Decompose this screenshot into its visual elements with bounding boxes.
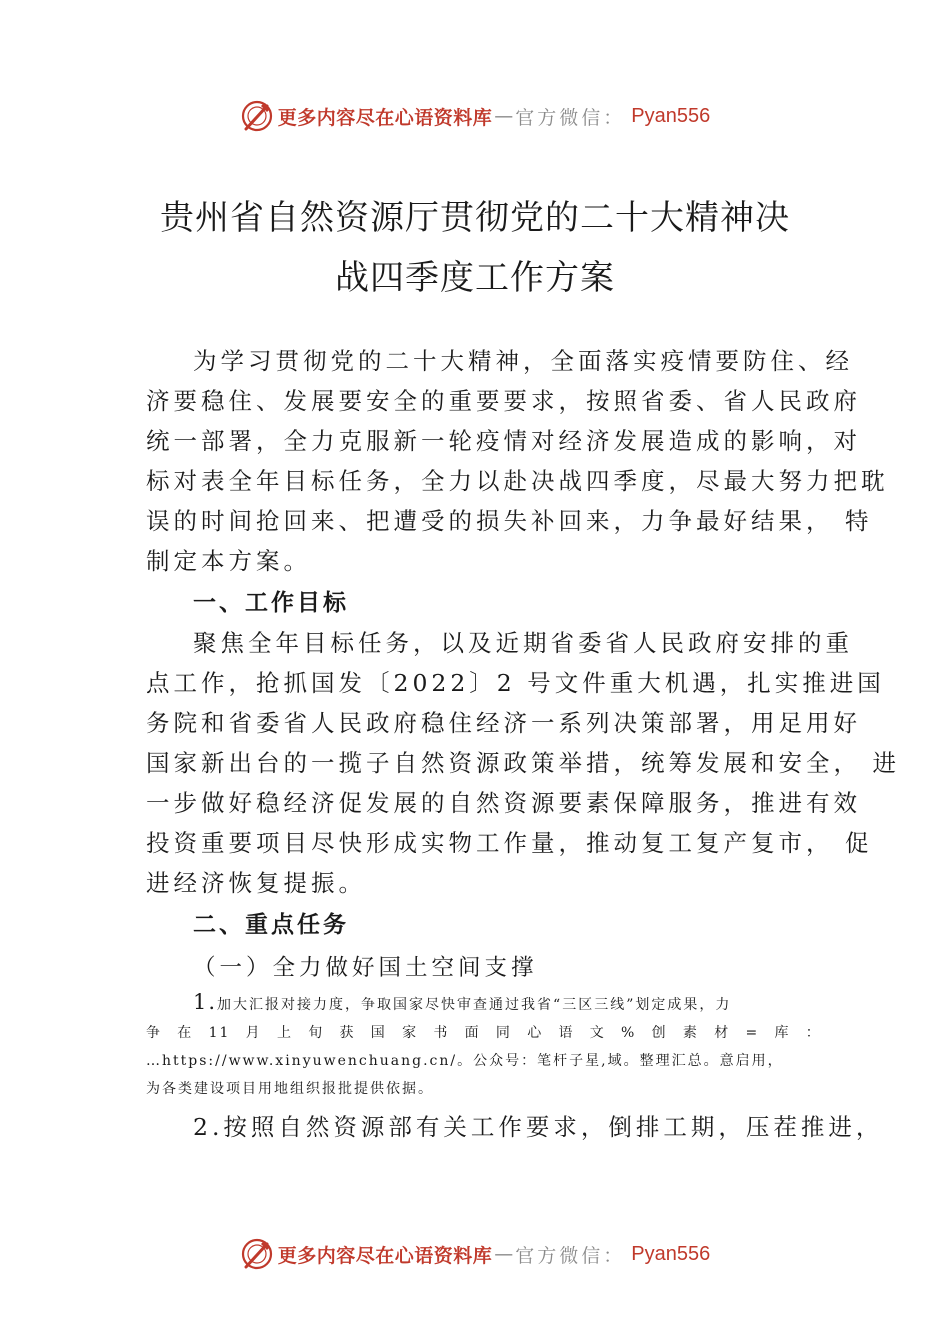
spread-token: 书 (433, 1025, 450, 1041)
spread-token: 家 (402, 1025, 419, 1041)
banner-dash: — (494, 1243, 514, 1265)
task-item-1-line2 (146, 1019, 822, 1047)
spread-token: % (621, 1025, 637, 1041)
spread-token: 获 (339, 1025, 356, 1041)
spread-token: 文 (589, 1025, 606, 1041)
section-heading-tasks: 二、重点任务 (193, 912, 349, 938)
spread-token: 面 (464, 1025, 481, 1041)
paragraph-line: 2.按照自然资源部有关工作要求，倒排工期，压茬推进， (193, 1113, 884, 1141)
banner-wechat-label: 官方微信： (515, 106, 626, 129)
spread-token: 材 (714, 1025, 731, 1041)
subsection-heading: （一）全力做好国土空间支撑 (193, 955, 538, 981)
paragraph-line: 聚焦全年目标任务，以及近期省委省人民政府安排的重 (193, 629, 853, 657)
banner-wechat-id: Pyan556 (631, 1242, 711, 1265)
paragraph-line: 制定本方案。 (146, 547, 311, 575)
spread-token: 上 (276, 1025, 293, 1041)
task-item-1-line1 (146, 988, 822, 1019)
spread-token: 心 (527, 1025, 544, 1041)
document-title-line2: 战四季度工作方案 (335, 258, 615, 298)
spread-token: 创 (651, 1025, 668, 1041)
paragraph-line: 投资重要项目尽快形成实物工作量，推动复工复产复市， 促 (146, 829, 873, 857)
section-heading-goals: 一、工作目标 (193, 590, 349, 616)
spread-token: 旬 (308, 1025, 325, 1041)
spread-token: 11 (208, 1025, 231, 1041)
task-item-1-line3: …https://www.xinyuwenchuang.cn/。公众号：笔杆子星,域。整理汇总。意启用， (146, 1053, 784, 1069)
task-item-1 (146, 988, 822, 1103)
spread-token: 国 (370, 1025, 387, 1041)
banner-site-name: 更多内容尽在心语资料库 (277, 106, 493, 129)
spread-token: 素 (682, 1025, 699, 1041)
document-title-line1: 贵州省自然资源厅贯彻党的二十大精神决 (160, 198, 790, 238)
goals-paragraph (146, 623, 900, 903)
spread-token: 语 (558, 1025, 575, 1041)
spread-token: 月 (245, 1025, 262, 1041)
banner-dash: — (494, 105, 514, 127)
task-item-text: 加大汇报对接力度，争取国家尽快审查通过我省“三区三线”划定成果，力 (217, 997, 732, 1013)
spread-token: = (745, 1025, 760, 1041)
intro-paragraph (146, 341, 889, 581)
paragraph-line: 进经济恢复提振。 (146, 869, 366, 897)
paragraph-line: 点工作，抢抓国发〔2022〕2 号文件重大机遇，扎实推进国 (146, 669, 885, 697)
task-item-number: 1. (193, 990, 218, 1014)
paragraph-line: 标对表全年目标任务，全力以赴决战四季度，尽最大努力把耽 (146, 467, 889, 495)
banner-wechat-id: Pyan556 (631, 104, 711, 127)
paragraph-line: 误的时间抢回来、把遭受的损失补回来，力争最好结果， 特 (146, 507, 873, 535)
spread-token: 同 (495, 1025, 512, 1041)
paragraph-line: 一步做好稳经济促发展的自然资源要素保障服务，推进有效 (146, 789, 861, 817)
spread-token: 库 (774, 1025, 791, 1041)
task-item-1-line4: 为各类建设项目用地组织报批提供依据。 (146, 1081, 434, 1097)
paragraph-line: 为学习贯彻党的二十大精神，全面落实疫情要防住、经 (193, 347, 853, 375)
spread-token: 争 (146, 1025, 162, 1041)
header-banner (0, 96, 950, 136)
banner-wechat-label: 官方微信： (515, 1244, 626, 1267)
paragraph-line: 国家新出台的一揽子自然资源政策举措，统筹发展和安全， 进 (146, 749, 900, 777)
brush-logo-icon (240, 1237, 274, 1271)
spread-token: ： (805, 1025, 822, 1041)
paragraph-line: 务院和省委省人民政府稳住经济一系列决策部署，用足用好 (146, 709, 861, 737)
task-item-2 (146, 1107, 884, 1147)
footer-banner (0, 1234, 950, 1274)
spread-token: 在 (177, 1025, 194, 1041)
brush-logo-icon (240, 99, 274, 133)
paragraph-line: 济要稳住、发展要安全的重要要求，按照省委、省人民政府 (146, 387, 861, 415)
paragraph-line: 统一部署，全力克服新一轮疫情对经济发展造成的影响，对 (146, 427, 861, 455)
banner-site-name: 更多内容尽在心语资料库 (277, 1244, 493, 1267)
